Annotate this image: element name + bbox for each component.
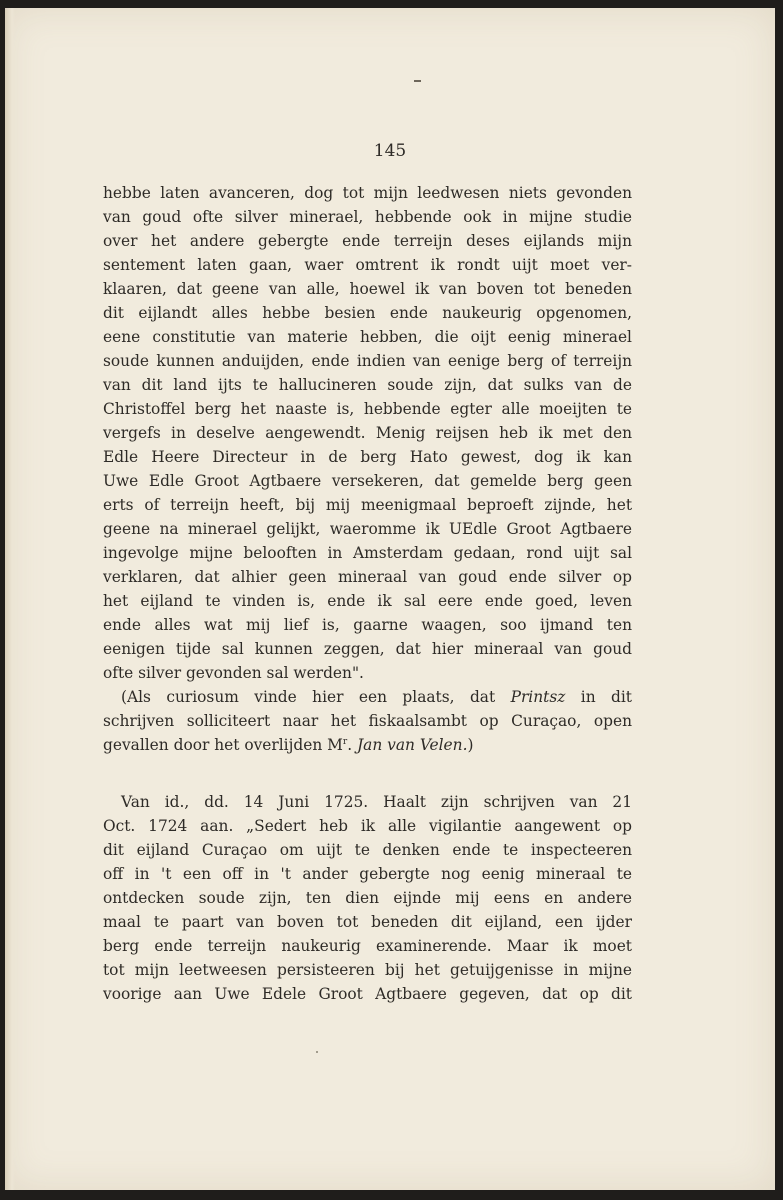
text-line: van goud ofte silver minerael, hebbende ook in mijne studie: [103, 208, 632, 226]
text-line: voorige aan Uwe Edele Groot Agtbaere gegeven, dat op dit: [103, 985, 632, 1003]
person-name: Printsz: [510, 688, 566, 706]
text-span: .: [347, 736, 357, 754]
text-line: off in 't een off in 't ander gebergte nog eenig mineraal te: [103, 865, 632, 883]
text-span: (Als curiosum vinde hier een plaats, dat: [121, 688, 496, 706]
text-line: over het andere gebergte ende terreijn deses eijlands mijn: [103, 232, 632, 250]
text-line: Edle Heere Directeur in de berg Hato gewest, dog ik kan: [103, 448, 632, 466]
page-number: 145: [373, 141, 407, 161]
text-line: geene na minerael gelijkt, waeromme ik UEdle Groot Agtbaere: [103, 520, 632, 538]
text-line: hebbe laten avanceren, dog tot mijn leedwesen niets gevonden: [103, 184, 632, 202]
person-name: Jan van Velen.: [357, 736, 468, 754]
text-line: eenigen tijde sal kunnen zeggen, dat hier mineraal van goud: [103, 640, 632, 658]
paper-speck: [316, 1051, 318, 1053]
text-line: Van id., dd. 14 Juni 1725. Haalt zijn schrijven van 21: [121, 793, 632, 811]
printer-mark: [414, 80, 421, 82]
text-line: eene constitutie van materie hebben, die oijt eenig minerael: [103, 328, 632, 346]
text-line: maal te paart van boven tot beneden dit eijland, een ijder: [103, 913, 632, 931]
text-line: [103, 733, 632, 757]
text-line: Uwe Edle Groot Agtbaere versekeren, dat gemelde berg geen: [103, 472, 632, 490]
text-line: verklaren, dat alhier geen mineraal van goud ende silver op: [103, 568, 632, 586]
paragraph-gap: [103, 757, 632, 790]
text-line: vergefs in deselve aengewendt. Menig reijsen heb ik met den: [103, 424, 632, 442]
text-line: ende alles wat mij lief is, gaarne waagen, soo ijmand ten: [103, 616, 632, 634]
text-span: in dit: [580, 688, 632, 706]
text-line: dit eijlandt alles hebbe besien ende naukeurig opgenomen,: [103, 304, 632, 322]
paragraph: [103, 790, 632, 1006]
text-line: schrijven solliciteert naar het fiskaalsambt op Curaçao, open: [103, 712, 632, 730]
text-line: het eijland te vinden is, ende ik sal eere ende goed, leven: [103, 592, 632, 610]
superscript: r: [342, 737, 348, 747]
note-paragraph: [103, 685, 632, 757]
book-page: [5, 8, 775, 1190]
text-line: sentement laten gaan, waer omtrent ik rondt uijt moet ver-: [103, 256, 632, 274]
body-text: [103, 181, 632, 1006]
text-line: soude kunnen anduijden, ende indien van eenige berg of terreijn: [103, 352, 632, 370]
text-line: Oct. 1724 aan. „Sedert heb ik alle vigilantie aangewent op: [103, 817, 632, 835]
text-line: tot mijn leetweesen persisteeren bij het getuijgenisse in mijne: [103, 961, 632, 979]
text-line: ontdecken soude zijn, ten dien eijnde mij eens en andere: [103, 889, 632, 907]
text-line: erts of terreijn heeft, bij mij meenigmaal beproeft zijnde, het: [103, 496, 632, 514]
text-line: ofte silver gevonden sal werden".: [103, 664, 364, 682]
text-line: van dit land ijts te hallucineren soude zijn, dat sulks van de: [103, 376, 632, 394]
text-line: [103, 685, 632, 709]
text-span: ): [467, 736, 474, 754]
text-span: gevallen door het overlijden M: [103, 736, 343, 754]
paragraph: [103, 181, 632, 685]
text-line: klaaren, dat geene van alle, hoewel ik van boven tot beneden: [103, 280, 632, 298]
text-line: ingevolge mijne belooften in Amsterdam gedaan, rond uijt sal: [103, 544, 632, 562]
text-line: berg ende terreijn naukeurig examinerende. Maar ik moet: [103, 937, 632, 955]
text-line: dit eijland Curaçao om uijt te denken ende te inspecteeren: [103, 841, 632, 859]
text-line: Christoffel berg het naaste is, hebbende egter alle moeijten te: [103, 400, 632, 418]
page-fold-shadow: [5, 8, 15, 1190]
